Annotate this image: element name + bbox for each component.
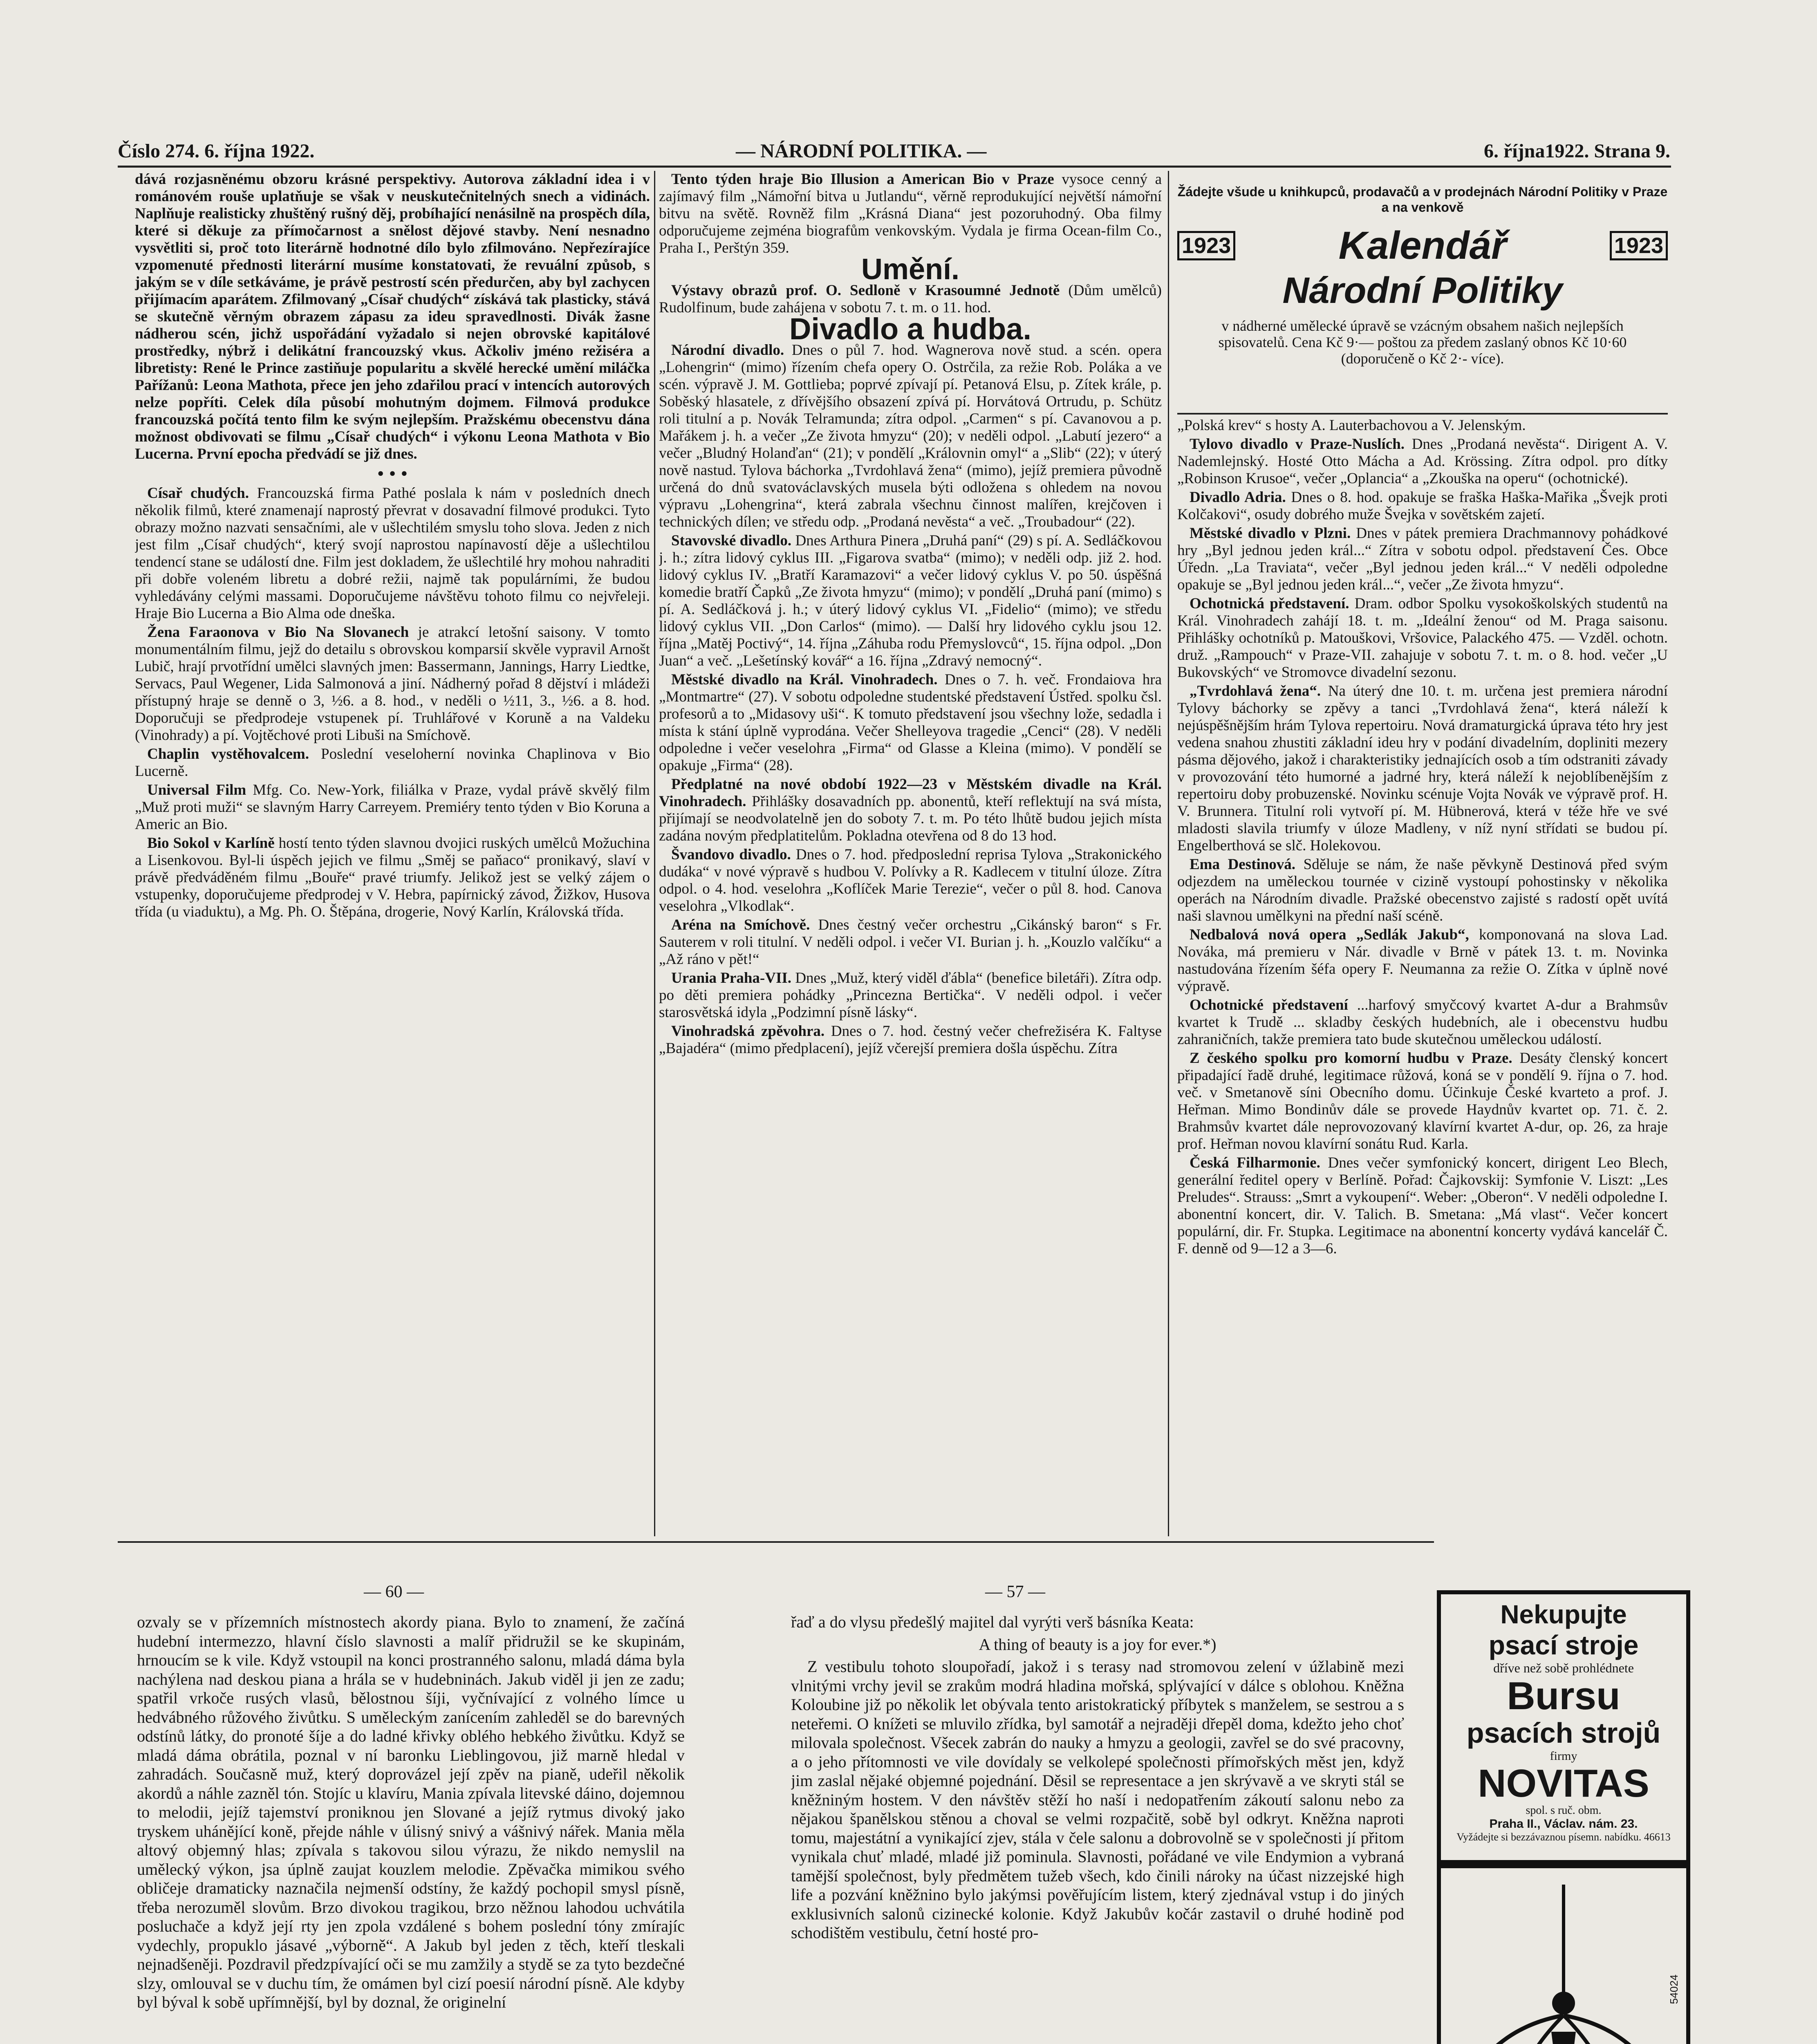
article-ochotnicka: Ochotnická představení. Dram. odbor Spolku vysokoškolských studentů na Král. Vinohradech zahájí 18. t. m. „Ideální ženou“ od M. Praga saisonu. Přihlášky ochotníků p. Matouškovi, Vršovice, Palackého 475. — Vzděl. ochotn. druž. „Rampouch“ v Praze-VII. zahajuje v sobotu 7. t. m. o 8. hod. večer „U Bukovských“ ve Stromovce divadelní sezonu. (1177, 595, 1668, 681)
page-date: 6. října1922. Strana 9. (1484, 140, 1670, 162)
newspaper-title: — NÁRODNÍ POLITIKA. — (736, 140, 987, 162)
calendar-subtitle: Národní Politiky (1282, 270, 1563, 311)
section-stars: • • • (377, 463, 408, 484)
ad-offer: Vyžádejte si bezzávaznou písemn. nabídku. 46613 (1456, 1831, 1671, 1843)
article-stavovske-divadlo: Stavovské divadlo. Dnes Arthura Pinera „Druhá paní“ (29) s pí. A. Sedláčkovou j. h.; zítra lidový cyklus III. „Figarova svatba“ (mimo); v neděli odp. již 2. hod. lidový cyklus IV. „Bratří Karamazovi“ a večer lidový cyklus V. po 50. úspěšná komedie bratří Čapků „Ze života hmyzu“ (mimo); v pondělí „Druhá paní (mimo) s pí. A. Sedláčková j. h.; v úterý lidový cyklus VI. „Fidelio“ (mimo); ve středu lidový cyklus VII. „Don Carlos“ (mimo). — Další hry lidového cyklu jsou 12. října „Matěj Poctivý“, 14. října „Záhuba rodu Přemyslovců“, 15. října odpol. „Don Juan“ a več. „Lešetínský kovář“ a 16. října „Zdravý nemocný“. (659, 532, 1162, 669)
column-music (1177, 417, 1668, 1539)
article-bio-illusion: Tento týden hraje Bio Illusion a American Bio v Praze vysoce cenný a zajímavý film „Námořní bitva u Jutlandu“, věrně reprodukující největší námořní bitvu na světě. Rovněž film „Krásná Diana“ jest pozoruhodný. Oba filmy odporučujeme zejména biografům venkovským. Vydala je firma Ocean-film Co., Praha I., Perštýn 359. (659, 171, 1162, 256)
column-theatre (659, 171, 1162, 1537)
article-narodni-divadlo: Národní divadlo. Dnes o půl 7. hod. Wagnerova nově stud. a scén. opera „Lohengrin“ (mimo) řízením chefa opery O. Ostrčila, za režie Rob. Poláka a ve scén. výpravě J. M. Gottlieba; poprvé zpívají pí. Petanová Elsu, p. Zítek krále, p. Soběský hlasatele, z dřívějšího obsazení zpívá pí. Horvátová Ortrudu, p. Schütz roli titulní a p. Novák Telramunda; zítra odpol. „Carmen“ s pí. Cavanovou a p. Mařákem j. h. a večer „Ze života hmyzu“ (20); v neděli odpol. „Labutí jezero“ a večer „Bludný Holanďan“ (21); v pondělí „Královnin omyl“ a „Slib“ (22); v úterý nově nastud. Tylova báchorka „Tvrdohlavá žena“ (mimo), jejíž premiera původně určená do dnů svatováclavských musela býti odložena s ohledem na novou výpravu „Lohengrina“, která zabrala všechnu činnost malířen, krejčoven i technických dílen; ve středu odp. „Prodaná nevěsta“ a več. „Troubadour“ (22). (659, 342, 1162, 530)
calendar-description: v nádherné umělecké úpravě se vzácným obsahem našich nejlepších spisovatelů. Cena Kč 9·— poštou za předem zaslaný obnos Kč 10·60 (doporučeně o Kč 2·- více). (1218, 318, 1627, 367)
ad-bottom-rule (1177, 413, 1668, 415)
column-divider (654, 171, 655, 1536)
article-urania: Urania Praha-VII. Dnes „Muž, který viděl ďábla“ (benefice biletáři). Zítra odp. po děti premiera pohádky „Princezna Bertička“. V neděli odpol. i večer starosvětská idyla „Podzimní písně lásky“. (659, 970, 1162, 1021)
article-vinohradska-zpevohra: Vinohradská zpěvohra. Dnes o 7. hod. čestný večer chefrežiséra K. Faltyse „Bajadéra“ (mimo předplacení), jejíž včerejší premiera došla úspěchu. Zítra (659, 1023, 1162, 1057)
section-heading-umeni: Umění. (861, 253, 960, 286)
page-number-middle: — 57 — (985, 1582, 1045, 1601)
ad-product: psací stroje (1488, 1630, 1639, 1660)
keats-quote: A thing of beauty is a joy for ever.*) (979, 1635, 1217, 1654)
ad-subline: dříve než sobě prohlédnete (1493, 1661, 1634, 1675)
article-polska-krev: „Polská krev“ s hosty A. Lauterbachovou a V. Jelenským. (1177, 417, 1526, 434)
calendar-year-right: 1923 (1610, 231, 1668, 260)
film-review-text: dává rozjasněnému obzoru krásné perspektivy. Autorova základní idea i v románovém rouše uplatňuje se však v neuskutečnitelných snech a vidinách. Naplňuje realisticky zhuštěný rušný děj, probíhající nenásilně na prospěch díla, které si děkuje za přímočarnost a snělost dějové stavby. Není nesnadno vysvětliti si, proč toto literárně hodnotné dílo bylo zfilmováno. Nepřezírajíce vzpomenuté přednosti literární musíme konstatovati, že revuální způsob, s jakým se v díle setkáváme, je právě pestrostí scén předurčen, aby byl zachycen přijímacím aparátem. Zfilmovaný „Císař chudých“ získává tak plasticky, stává se skutečně věrným obrazem zápasu za ideu spravedlnosti. Divák žasne nádherou scén, jichž uspořádání vyžadalo si nejen obrovské kapitálové prostředky, nýbrž i delikátní francouzský vkus. Ačkoliv jméno režiséra a libretisty: René le Prince zastiňuje popularitu a skvělé herecké umění miláčka Pařížanů: Leona Mathota, přece jen jeho zdařilou prací v intencích autorových nelze popříti. Celek díla působí mohutným dojmem. Filmová produkce francouzská počítá tento film ke svým nejlepším. Pražskému obecenstvu dána možnost obdivovati se filmu „Císař chudých“ i výkonu Leona Mathota v Bio Lucerna. První epocha předvádí se již dnes. (135, 171, 650, 462)
issue-number: Číslo 274. 6. října 1922. (118, 140, 315, 162)
article-kvartet: Ochotnické představení ...harfový smyčcový kvartet A-dur a Brahmsův kvartet k Trudě ... skladby českých hudebních, ale i obecenstvu hudbu zahraničních, takže premiera tato bude skutečnou uměleckou událostí. (1177, 997, 1668, 1048)
article-predplatne: Předplatné na nové období 1922—23 v Městském divadle na Král. Vinohradech. Přihlášky dosavadních pp. abonentů, kteří reflektují na svá místa, přijímají se neodvolatelně jen do soboty 7. t. m. Po této lhůtě budou jejich místa zadána novým předplatitelům. Pokladna otevřena od 8 do 13 hod. (659, 776, 1162, 844)
calendar-ad-top: Žádejte všude u knihkupců, prodavačů a v prodejnách Národní Politiky v Praze a na venkově (1177, 184, 1668, 215)
article-divadlo-adria: Divadlo Adria. Dnes o 8. hod. opakuje se fraška Haška-Mařika „Švejk proti Kolčakovi“, osudy dobrého muže Švejka v sovětském zajetí. (1177, 489, 1668, 523)
section-rule (118, 1541, 1434, 1543)
typewriter-ad (1437, 1590, 1690, 1864)
calendar-title: Kalendář (1338, 224, 1507, 267)
ad-company-form: spol. s ruč. obm. (1526, 1804, 1602, 1817)
article-tvrdohlava-zena: „Tvrdohlavá žena“. Na úterý dne 10. t. m. určena jest premiera národní Tylovy báchorky se zpěvy a tanci „Tvrdohlavá žena“, která náleží k nejúspěšnějším hrám Tylova repertoiru. Nová dramaturgická úprava této hry jest vedena snahou zhustiti základní ideu hry v podání divadelním, dopliniti mezery pásma dějového, jakož i charakteristiky jednajících osob a tím odstraniti závady v provozování této humorné a jadrné hry, která náleží k nejoblíbenějším z repertoiru doby probuzenské. Novinku scénuje Vojta Novák ve výpravě prof. H. V. Brunnera. Titulní roli vytvoří pí. M. Hübnerová, která v téže hře ve své mladosti slavila triumfy v úloze Madleny, v níž nyní střídati se budou pí. Engelberthová se slč. Holekovou. (1177, 683, 1668, 854)
article-svandovo-divadlo: Švandovo divadlo. Dnes o 7. hod. předposlední reprisa Tylova „Strakonického dudáka“ v nové výpravě s hudbou V. Polívky a R. Kadlecem v titulní úloze. Zítra odpol. o 4. hod. veselohra „Koflíček Marie Terezie“, večer o půl 8. hod. Canova veselohra „Vlkodlak“. (659, 846, 1162, 914)
ad-novitas: NOVITAS (1478, 1762, 1649, 1805)
article-vystava: Výstavy obrazů prof. O. Sedloně v Krasoumné Jednotě (Dům umělců) Rudolfinum, bude zahájena v sobotu 7. t. m. o 11. hod. (659, 282, 1162, 316)
ad-bursu: Bursu (1507, 1674, 1620, 1718)
serial-middle-text: řaď a do vlysu předešlý majitel dal vyrýti verš básníka Keata: A thing of beauty is a joy for ever.*) Z vestibulu tohoto sloupořadí, jakož i s terasy nad stromovou zelení v úžlabině mezi vlnitými vrchy jevil se zrakům modrá hladina mořská, splývající v dálce s oblohou. Kněžna Koloubine již po několik let obývala tento aristokratický příbytek s manželem, se sestrou a s neteřemi. O knížeti se mluvilo zřídka, byl samotář a nejraději dřepěl doma, kdežto jeho choť milovala společnost. Všecek zabrán do nauky a hmyzu a geologii, zavřel se do své pracovny, a o jeho přítomnosti ve vile dovídaly se velkolepé společnosti přímořských měst jen, když jim zaslal nějaké objemné pojednání. Děsil se representace a jen skrývavě a ve skryti stál se kněžniným hostem. V den návštěv stěží ho naší i nedopatřením zákoutí salonu nebo za nějakou španělskou stěnou a choval se velmi rozpačitě, sobě byl odkryt. Kněžna naproti tomu, majestátní a vynikající zjev, stála v čele salonu a dobrovolně se v společnosti jí přitom vynikala chuť mladé, mladé již pominula. Slavnosti, pořádané ve vile Endymion a vybraná tamější společnost, byly předmětem tužeb všech, kdo činili nároky na účast nizzejské high life a pozvání kněžnino bylo jakýmsi pověřujícím listem, který zjednával vstup i do jiných exklusivních salonů cizinecké kolonie. Když Jakubův kočár zastavil o druhé hodině pod schodištěm vestibulu, četní hosté pro- (791, 1613, 1404, 1942)
page-number-left: — 60 — (364, 1582, 424, 1601)
article-filharmonie: Česká Filharmonie. Dnes večer symfonický koncert, dirigent Leo Blech, generální ředitel opery v Berlíně. Pořad: Čajkovskij: Symfonie V. Liszt: „Les Preludes“. Strauss: „Smrt a vykoupení“. Weber: „Oberon“. V neděli odpoledne I. abonentní koncert, dir. V. Talich. B. Smetana: „Má vlast“. Večer koncert populární, dir. Fr. Stupka. Legitimace na abonentní koncerty vydává kancelář Č. F. denně od 9—12 a 3—6. (1177, 1154, 1668, 1257)
article-tylovo-divadlo: Tylovo divadlo v Praze-Nuslích. Dnes „Prodaná nevěsta“. Dirigent A. V. Nademlejnský. Hosté Otto Mácha a Ad. Krössing. Zítra odpol. pro dítky „Robinson Krusoe“, večer „Oplancia“ a „Zkouška na operu“ (ochotnické). (1177, 436, 1668, 487)
calendar-ad (1177, 184, 1668, 409)
article-arena: Aréna na Smíchově. Dnes čestný večer orchestru „Cikánský baron“ s Fr. Sauterem v roli titulní. V neděli odpol. i večer VI. Burian j. h. „Kouzlo valčíku“ a „Až ráno v pět!“ (659, 917, 1162, 968)
serial-left-text: ozvaly se v přízemních místnostech akordy piana. Bylo to znamení, že začíná hudební intermezzo, hlavní číslo slavnosti a malíř přidružil se ke skupinám, hrnoucím se k vile. Když vstoupil na konci prostranného salonu, mladá dáma byla nachýlena nad deskou piana a hrála se v hudebninách. Jakub viděl ji jen ze zadu; spatřil vrkoče rusých vlasů, bělostnou šíji, vyčnívající z volného límce u hedvábného růžového živůtku. S uměleckým zanícením zahleděl se do barevných odstínů látky, do pronoté šíje a do ladné křivky oblého hebkého živůtku. Když se mladá dáma obrátila, poznal v ní baronku Lieblingovou, již marně hledal v zahradách. Současně muž, který doprovázel její zpěv na pianě, udeřil několik akordů a náhle zazněl tón. Stojíc u klavíru, Mania zpívala litevské dáino, dojemnou to melodii, jejíž tajemství proniknou jen Slované a jejíž rytmus divoký jako tryskem uhánějící koně, přejde náhle v úlisný snivý a vášnivý nářek. Mania měla altový objemný hlas; zpívala s takovou silou výrazu, že nikdo nemyslil na umělecký výkon, jsa úplně zaujat kouzlem melodie. Zpěvačka mimikou svého obličeje dramaticky naznačila nejmenší odstíny, že každý pochopil smysl písně, třeba nerozuměl slovům. Brzo divokou tragikou, brzo něžnou lahodou uchvátila posluchače a když její rty jen zpola vzdálené s bohem poslední tóny zmírajíc vydechly, propuklo jásavé „výborně“. A Jakub byl jeden z těch, kteří tleskali nejnadšeněji. Pozdravil předzpívající oči se mu zamžily a stydě se za tyto bezdečné slzy, omlouval se v duchu tím, že omámen byl cizí poesií národní písně. Ale kdyby byl býval k sobě upřímnější, byl by doznal, že originelní (137, 1613, 685, 2011)
ad-code: 54024 (1668, 1975, 1680, 2004)
article-nedbal-opera: Nedbalová nová opera „Sedlák Jakub“, komponovaná na slova Lad. Nováka, má premieru v Nár. divadle v Brně v pátek 13. t. m. Novinka nastudována řízením šéfa opery F. Neumanna za režie O. Zítka v úplně nové výpravě. (1177, 926, 1668, 995)
calendar-year-left: 1923 (1177, 231, 1235, 260)
ad-psacich-stroju: psacích strojů (1466, 1717, 1661, 1749)
article-komorni-hudba: Z českého spolku pro komorní hudbu v Praze. Desáty členský koncert připadající řadě druhé, legitimace růžová, koná se v pondělí 9. října o 7. hod. več. v Smetanově síni Obecního domu. Účinkuje České kvarteto a prof. J. Heřman. Mimo Bondinův dále se provede Haydnův kvartet op. 71. č. 2. Brahmsův kvartet dále neprovozovaný klavírní kvartet A-dur, op. 26, za hraje prof. Heřman novou klavírní sonátu Rud. Karla. (1177, 1050, 1668, 1152)
column-divider (1168, 171, 1169, 1536)
article-plzen: Městské divadlo v Plzni. Dnes v pátek premiera Drachmannovy pohádkové hry „Byl jednou jeden král...“ Zítra v sobotu odpol. představení Čes. Obce Úředn. „La Traviata“, večer „Byl jednou jeden král...“ V neděli odpoledne opakuje se „Byl jednou jeden král...“, večer „Ze života hmyzu“. (1177, 525, 1668, 593)
article-zena-faraonova: Žena Faraonova v Bio Na Slovanech je atrakcí letošní saisony. V tomto monumentálním filmu, jejž do detailu s obrovskou komparsií skvěle vypravil Arnošt Lubič, hrají prvotřídní umělci slavných jmen: Bassermann, Jannings, Harry Liedtke, Servacs, Paul Wegener, Lida Salmonová a jiní. Nádherný pořad 8 dějství i mládeži přístupný hraje se denně o 3, ½6. a 8. hod., v neděli o ½11, 3., ½6. a 8. hod. Doporučuji se předprodeje vstupenek pí. Truhlářové v Koruně a na Valdeku (Vinohrady) a pí. Vojtěchové proti Libuši na Smíchově. (135, 624, 650, 744)
ad-firmy: firmy (1550, 1749, 1577, 1763)
article-universal-film: Universal Film Mfg. Co. New-York, filiálka v Praze, vydal právě skvělý film „Muž proti muži“ se slavným Harry Carreyem. Premiéry tento týden v Bio Koruna a Americ an Bio. (135, 782, 650, 833)
ad-address: Praha II., Václav. nám. 23. (1489, 1817, 1638, 1831)
article-bio-sokol: Bio Sokol v Karlíně hostí tento týden slavnou dvojici ruských umělců Možuchina a Lisenkovou. Byl-li úspěch jejich ve filmu „Směj se paňaco“ pronikavý, slaví v právě předváděném filmu „Bouře“ pravé triumfy. Jelikož jest se velký zájem o vstupenky, doporučujeme předprodej v V. Hebra, papírnický závod, Žižkov, Husova třída (u viaduktu), a Mg. Ph. O. Štěpána, drogerie, Nový Karlín, Královská třída. (135, 835, 650, 920)
article-cisar-chudych: Císař chudých. Francouzská firma Pathé poslala k nám v posledních dnech několik filmů, které znamenají naprostý převrat v dosavadní filmové produkci. Tyto obrazy možno nazvati sensačními, ale v ušlechtilém smyslu toho slova. Jeden z nich jest film „Císař chudých“, který svojí naprostou napínavostí děje a ušlechtilou tendencí stane se událostí dne. Film jest dokladem, že ušlechtilé hry mohou nahraditi při dobře voleném libretu a dobré režii, najmě tak populárními, že budou vyhledávány celými massami. Doporučujeme návštěvu tohoto filmu co nejvřeleji. Hraje Bio Lucerna a Bio Alma ode dneška. (135, 485, 650, 622)
article-destinova: Ema Destinová. Sděluje se nám, že naše pěvkyně Destinová před svým odjezdem na uměleckou tournée v cizině vystoupí pohostinsky v několika operách na Národním divadle. Pražské obecenstvo zajisté s radostí opět uvítá naši slavnou umělkyni na přední naší scéně. (1177, 856, 1668, 924)
column-cinema (135, 171, 650, 1537)
ad-headline: Nekupujte (1500, 1600, 1627, 1629)
chandelier-icon (1441, 1868, 1686, 2044)
article-chaplin: Chaplin vystěhovalcem. Poslední veseloherní novinka Chaplinova v Bio Lucerně. (135, 746, 650, 780)
article-mestske-divadlo: Městské divadlo na Král. Vinohradech. Dnes o 7. h. več. Frondaiova hra „Montmartre“ (27). V sobotu odpoledne studentské představení Ústřed. spolku čsl. profesorů a to „Midasovy uši“. K tomuto představení jsou všechny lože, sedadla i místa k stání úplně vyprodána. Večer Shelleyova tragedie „Cenci“ (28). V neděli odpoledne i večer veselohra „Firma“ od Glasse a Kleina (mimo). V pondělí se opakuje „Firma“ (28). (659, 671, 1162, 774)
header-rule (118, 166, 1671, 168)
lustry-ad (1437, 1864, 1690, 2044)
section-heading-divadlo: Divadlo a hudba. (789, 312, 1032, 346)
